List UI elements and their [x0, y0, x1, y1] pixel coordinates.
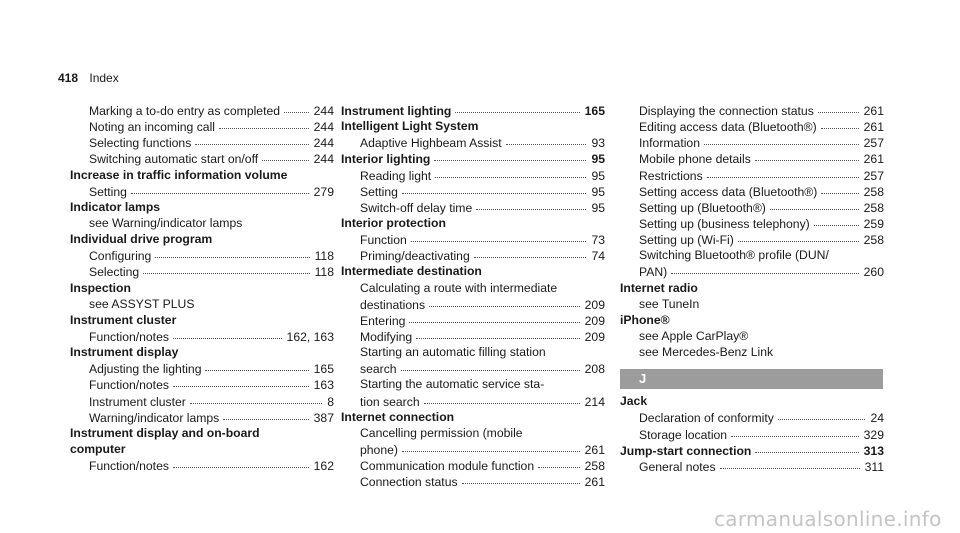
page-reference[interactable]: 165 — [313, 362, 334, 377]
dot-leader — [223, 407, 308, 420]
dot-leader — [814, 213, 859, 226]
entry-label: destinations — [360, 297, 426, 312]
dot-leader — [821, 116, 859, 129]
dot-leader — [476, 197, 586, 210]
index-subentry — [70, 215, 334, 231]
entry-label: phone) — [360, 442, 398, 457]
dot-leader — [411, 229, 587, 242]
entry-label: computer — [70, 441, 126, 456]
index-subentry — [341, 360, 605, 376]
index-heading — [70, 199, 334, 215]
dot-leader — [173, 374, 309, 387]
entry-label: Configuring — [89, 249, 152, 264]
page-reference[interactable]: 209 — [584, 313, 605, 328]
entry-label: Intelligent Light System — [341, 119, 479, 134]
page-reference[interactable]: 244 — [313, 152, 334, 167]
page-reference[interactable]: 261 — [863, 120, 884, 135]
page-reference[interactable]: 258 — [863, 233, 884, 248]
page-reference[interactable]: 258 — [584, 459, 605, 474]
dot-leader — [284, 100, 309, 113]
entry-label: Declaration of conformity — [639, 411, 774, 426]
index-subentry — [70, 296, 334, 312]
page-reference[interactable]: 209 — [584, 297, 605, 312]
index-subentry — [620, 231, 884, 247]
entry-label: iPhone® — [620, 312, 670, 327]
entry-label: Marking a to-do entry as completed — [89, 104, 281, 118]
entry-label: see ASSYST PLUS — [89, 296, 195, 311]
dot-leader — [416, 326, 579, 339]
dot-leader — [195, 132, 308, 145]
index-subentry — [70, 263, 334, 279]
page-reference[interactable]: 260 — [863, 265, 884, 280]
page-reference[interactable]: 261 — [863, 104, 884, 118]
dot-leader — [429, 294, 580, 307]
entry-label: Instrument lighting — [341, 104, 452, 118]
index-subentry — [341, 247, 605, 263]
dot-leader — [402, 181, 586, 194]
dot-leader — [190, 391, 322, 404]
dot-leader — [401, 358, 580, 371]
entry-label: Editing access data (Bluetooth®) — [639, 120, 817, 135]
entry-label: Function/notes — [89, 329, 169, 344]
page-reference[interactable]: 244 — [313, 136, 334, 151]
entry-label: Connection status — [360, 475, 458, 490]
entry-label: PAN) — [639, 265, 668, 280]
page-reference[interactable]: 279 — [313, 184, 334, 199]
page-reference[interactable]: 165 — [584, 104, 605, 118]
entry-label: see TuneIn — [639, 296, 700, 311]
dot-leader — [778, 407, 866, 420]
page-reference[interactable]: 95 — [591, 200, 605, 215]
index-subentry — [341, 393, 605, 409]
page-reference[interactable]: 313 — [863, 443, 884, 458]
entry-label: Priming/deactivating — [360, 249, 470, 264]
entry-label: General notes — [639, 459, 716, 474]
entry-label: Information — [639, 136, 700, 151]
index-subentry — [70, 457, 334, 473]
entry-label: Function/notes — [89, 378, 169, 393]
index-letter-heading: J — [620, 369, 883, 389]
index-heading — [341, 263, 605, 279]
dot-leader — [720, 456, 860, 469]
page-reference[interactable]: 8 — [327, 394, 334, 409]
entry-label: Internet connection — [341, 409, 455, 424]
dot-leader — [474, 245, 587, 258]
index-heading — [70, 425, 334, 441]
index-subentry — [341, 199, 605, 215]
page-reference[interactable]: 261 — [584, 442, 605, 457]
dot-leader — [173, 326, 282, 339]
entry-label: Interior lighting — [341, 152, 431, 167]
dot-leader — [704, 132, 859, 145]
index-subentry — [70, 150, 334, 166]
dot-leader — [402, 439, 580, 452]
entry-label: Function/notes — [89, 459, 169, 474]
entry-label: Cancelling permission (mobile — [360, 425, 523, 440]
page-reference[interactable]: 329 — [863, 427, 884, 442]
page-reference[interactable]: 162, 163 — [286, 329, 334, 344]
page-reference[interactable]: 24 — [870, 411, 884, 426]
page-reference[interactable]: 208 — [584, 362, 605, 377]
entry-label: Switching automatic start on/off — [89, 152, 259, 167]
entry-label: Switch-off delay time — [360, 200, 473, 215]
entry-label: Internet radio — [620, 280, 698, 295]
index-subentry — [70, 409, 334, 425]
entry-label: Inspection — [70, 280, 131, 295]
entry-label: Instrument cluster — [70, 312, 177, 327]
entry-label: Displaying the connection status — [639, 104, 814, 118]
entry-label: Setting up (business telephony) — [639, 216, 810, 231]
index-subentry — [620, 328, 884, 344]
dot-leader — [131, 181, 309, 194]
entry-label: Restrictions — [639, 168, 703, 183]
entry-label: Entering — [360, 313, 406, 328]
entry-label: Switching Bluetooth® profile (DUN/ — [639, 248, 829, 263]
entry-label: see Apple CarPlay® — [639, 328, 749, 343]
dot-leader — [738, 229, 859, 242]
entry-label: see Mercedes-Benz Link — [639, 345, 774, 360]
dot-leader — [435, 165, 586, 178]
index-subentry — [341, 328, 605, 344]
dot-leader — [538, 455, 580, 468]
entry-label: Modifying — [360, 329, 413, 344]
page-reference[interactable]: 163 — [313, 378, 334, 393]
watermark: carmanualsonline.info — [714, 507, 942, 531]
page-reference[interactable]: 258 — [863, 200, 884, 215]
entry-label: Setting up (Bluetooth®) — [639, 200, 766, 215]
page-reference[interactable]: 162 — [313, 459, 334, 474]
dot-leader — [155, 245, 309, 258]
index-subentry — [70, 183, 334, 199]
entry-label: Adaptive Highbeam Assist — [360, 136, 502, 151]
entry-label: Storage location — [639, 427, 728, 442]
entry-label: Instrument display and on-board — [70, 425, 260, 440]
dot-leader — [755, 148, 859, 161]
index-column-3 — [620, 102, 884, 474]
index-heading — [341, 409, 605, 425]
dot-leader — [462, 471, 580, 484]
page-reference[interactable]: 244 — [313, 104, 334, 118]
dot-leader — [219, 116, 309, 129]
page-reference[interactable]: 214 — [584, 394, 605, 409]
dot-leader — [173, 455, 309, 468]
page-header — [58, 71, 119, 85]
dot-leader — [671, 261, 858, 274]
page-reference[interactable]: 258 — [863, 184, 884, 199]
page-reference[interactable]: 257 — [863, 168, 884, 183]
entry-label: tion search — [360, 394, 420, 409]
entry-label: Individual drive program — [70, 232, 213, 247]
index-heading — [620, 312, 884, 328]
dot-leader — [818, 100, 859, 113]
entry-label: Warning/indicator lamps — [89, 410, 220, 425]
entry-label: Increase in traffic information volume — [70, 167, 288, 182]
entry-label: Starting the automatic service sta- — [360, 377, 545, 392]
page-reference[interactable]: 93 — [591, 136, 605, 151]
entry-label: Setting — [89, 184, 127, 199]
dot-leader — [205, 358, 308, 371]
entry-label: Indicator lamps — [70, 199, 161, 214]
page-reference[interactable]: 259 — [863, 216, 884, 231]
entry-label: Jump-start connection — [620, 443, 752, 458]
page-reference[interactable]: 257 — [863, 136, 884, 151]
dot-leader — [707, 165, 859, 178]
page-reference[interactable]: 95 — [591, 168, 605, 183]
entry-label: Instrument display — [70, 345, 179, 360]
entry-label: Selecting functions — [89, 136, 192, 151]
entry-label: Intermediate destination — [341, 264, 482, 279]
page-reference[interactable]: 387 — [313, 410, 334, 425]
entry-label: Setting access data (Bluetooth®) — [639, 184, 818, 199]
index-subentry — [620, 344, 884, 360]
page-reference[interactable]: 244 — [313, 120, 334, 135]
index-heading — [70, 280, 334, 296]
entry-label: Setting up (Wi-Fi) — [639, 233, 734, 248]
index-subentry — [620, 296, 884, 312]
dot-leader — [143, 261, 309, 274]
page-number: 418 — [58, 71, 79, 85]
entry-label: Setting — [360, 184, 398, 199]
page-reference[interactable]: 118 — [314, 265, 334, 280]
page-reference[interactable]: 261 — [863, 152, 884, 167]
page-reference[interactable]: 95 — [591, 184, 605, 199]
section-title: Index — [89, 71, 119, 85]
page-reference[interactable]: 209 — [584, 329, 605, 344]
page-reference[interactable]: 261 — [584, 475, 605, 490]
entry-label: Calculating a route with intermediate — [360, 280, 558, 295]
entry-label: search — [360, 362, 397, 377]
dot-leader — [434, 148, 586, 161]
index-subentry — [70, 328, 334, 344]
dot-leader — [409, 310, 579, 323]
dot-leader — [731, 424, 859, 437]
page-reference[interactable]: 311 — [864, 459, 884, 474]
entry-label: Starting an automatic filling station — [360, 345, 546, 360]
entry-label: Communication module function — [360, 459, 535, 474]
entry-label: Instrument cluster — [89, 394, 186, 409]
dot-leader — [821, 181, 858, 194]
entry-label: Function — [360, 233, 407, 248]
entry-label: Mobile phone details — [639, 152, 751, 167]
dot-leader — [455, 100, 579, 113]
index-column-1 — [70, 102, 334, 473]
dot-leader — [770, 197, 859, 210]
dot-leader — [262, 148, 309, 161]
page-reference[interactable]: 118 — [314, 249, 334, 264]
index-heading — [620, 280, 884, 296]
index-subentry — [341, 473, 605, 489]
entry-label: Reading light — [360, 168, 432, 183]
index-column-2 — [341, 102, 605, 489]
page-reference[interactable]: 73 — [591, 233, 605, 248]
index-heading — [341, 102, 605, 118]
index-subentry — [620, 263, 884, 279]
entry-label: Adjusting the lighting — [89, 362, 202, 377]
dot-leader — [424, 391, 580, 404]
entry-label: Interior protection — [341, 215, 446, 230]
entry-label: see Warning/indicator lamps — [89, 215, 243, 230]
entry-label: Noting an incoming call — [89, 120, 216, 135]
page-reference[interactable]: 74 — [591, 249, 605, 264]
dot-leader — [506, 132, 587, 145]
entry-label: Selecting — [89, 265, 140, 280]
index-subentry — [620, 458, 884, 474]
dot-leader — [755, 440, 858, 453]
entry-label: Jack — [620, 394, 648, 409]
page-reference[interactable]: 95 — [591, 152, 605, 167]
